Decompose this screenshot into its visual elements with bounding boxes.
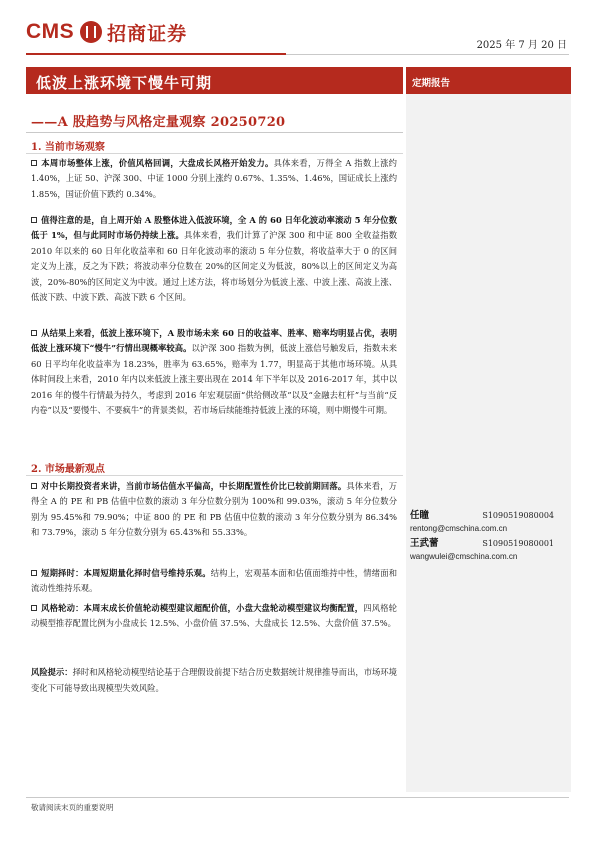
analyst-email[interactable]: rentong@cmschina.com.cn [410, 524, 508, 533]
header-accent-divider [26, 53, 286, 55]
paragraph-lead: 对中长期投资者来讲，当前市场估值水平偏高，中长期配置性价比已较前期回落。 [41, 481, 347, 491]
subtitle-divider [26, 132, 403, 133]
logo-cms-text: CMS [26, 20, 75, 43]
analyst-name: 王武蕾 [410, 538, 439, 549]
paragraph-lead: 值得注意的是，自上周开始 A 股整体进入低波环境，全 A 的 60 日年化波动率滚动 5 年分位数低于 1%，但与此同时市场仍持续上涨。 [31, 215, 397, 241]
paragraph [31, 566, 397, 597]
checkbox-bullet-icon [31, 330, 37, 336]
checkbox-bullet-icon [31, 217, 37, 223]
risk-text: 择时和风格轮动模型结论基于合理假设前提下结合历史数据统计规律推导而出，市场环境变化下可能导致出现模型失效风险。 [31, 667, 397, 693]
risk-disclaimer [31, 664, 397, 696]
checkbox-bullet-icon [31, 483, 37, 489]
footer-note: 敬请阅读末页的重要说明 [31, 803, 114, 812]
paragraph-lead: 从结果上来看，低波上涨环境下，A 股市场未来 60 日的收益率、胜率、赔率均明显占优，表明低波上涨环境下“慢牛”行情出现概率较高。 [31, 328, 397, 354]
analyst-card [410, 535, 568, 561]
checkbox-bullet-icon [31, 160, 37, 166]
paragraph-body: 具体来看，万得全 A 的 PE 和 PB 估值中位数的滚动 3 年分位数分别为 100%和 99.03%，滚动 5 年分位数分别为 95.45%和 79.90%；中证 800 的 PE 和 PB 估值中位数的滚动 3 年分位数分别为 86.34%和 73.79%，滚动 5 年分位数分别为 65.43%和 55.33%。 [31, 481, 397, 538]
paragraph-body: 以沪深 300 指数为例，低波上涨信号触发后，指数未来 60 日平均年化收益率为 18.23%，胜率为 63.65%，赔率为 1.77，明显高于其他市场环境。从具体时间段上来看，2010 年内以来低波上涨主要出现在 2014 年下半年以及 2016-2017 年，其中以 2016 年的慢牛行情最为持久，考虑到 2016 年宏观层面“供给侧改革”以及“金融去杠杆”与当前“反内卷”以及“要慢牛、不要疯牛”的背景类似，若市场后续能维持低波上涨的环境，则中期慢牛可期。 [31, 343, 397, 416]
paragraph [31, 326, 397, 418]
paragraph [31, 156, 397, 202]
risk-label: 风险提示： [31, 667, 73, 677]
report-date: 2025 年 7 月 20 日 [476, 40, 567, 51]
paragraph [31, 213, 397, 305]
section-divider [26, 475, 403, 476]
checkbox-bullet-icon [31, 605, 37, 611]
paragraph-body: 具体来看，我们计算了沪深 300 和中证 800 全收益指数 2010 年以来的 60 日年化收益率和 60 日年化波动率的滚动 5 年分位数，将收益率大于 0 的区间定义为上涨，反之为下跌；将波动率分位数在 20%的区间定义为低波，80%以上的区间定义为高波，20%-80%的区间定义为中波。通过上述方法，将市场划分为低波上涨、中波上涨、高波上涨、低波下跌、中波下跌、高波下跌 6 个区间。 [31, 230, 397, 303]
logo-emblem-icon [80, 21, 102, 43]
paragraph-body: 结构上，宏观基本面和估值面维持中性，情绪面和流动性维持乐观。 [31, 568, 397, 594]
page-subtitle: ——A 股趋势与风格定量观察 20250720 [31, 115, 286, 130]
footer-divider [26, 797, 569, 798]
cms-logo [26, 18, 187, 46]
report-type-label: 定期报告 [412, 78, 451, 89]
section-title: 1. 当前市场观察 [31, 142, 105, 153]
analyst-name: 任瞳 [410, 510, 430, 521]
analyst-id: S1090519080004 [482, 511, 554, 520]
page-title: 低波上涨环境下慢牛可期 [36, 74, 213, 92]
paragraph-lead: 风格轮动：本周末成长价值轮动模型建议超配价值，小盘大盘轮动模型建议均衡配置， [41, 603, 364, 613]
logo-cn-text: 招商证券 [107, 22, 188, 45]
checkbox-bullet-icon [31, 570, 37, 576]
analyst-email[interactable]: wangwulei@cmschina.com.cn [410, 552, 518, 561]
sidebar-panel [406, 67, 571, 792]
paragraph-body: 具体来看，万得全 A 指数上涨约 1.40%，上证 50、沪深 300、中证 1000 分别上涨约 0.67%、1.35%、1.46%，国证成长上涨约 1.85%，国证价值下跌约 0.34%。 [31, 158, 397, 199]
analyst-id: S1090519080001 [482, 539, 554, 548]
paragraph-body: 四风格轮动模型推荐配置比例为小盘成长 12.5%、小盘价值 37.5%、大盘成长 12.5%、大盘价值 37.5%。 [31, 603, 397, 629]
paragraph-lead: 短期择时：本周短期量化择时信号维持乐观。 [41, 568, 211, 578]
paragraph [31, 479, 397, 541]
paragraph [31, 601, 397, 632]
section-divider [26, 153, 403, 154]
section-title: 2. 市场最新观点 [31, 464, 105, 475]
paragraph-lead: 本周市场整体上涨，价值风格回调，大盘成长风格开始发力。 [41, 158, 274, 168]
analyst-card [410, 507, 568, 533]
